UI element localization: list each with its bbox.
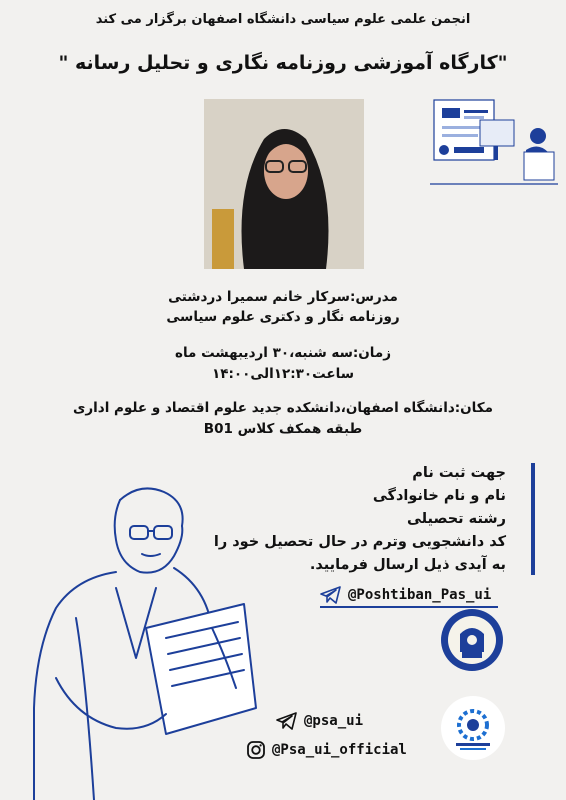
telegram-channel-contact[interactable]	[276, 712, 363, 730]
instagram-icon	[246, 740, 266, 760]
instagram-handle[interactable]: @Psa_ui_official	[272, 742, 407, 758]
telegram-support-contact[interactable]	[320, 586, 491, 604]
instructor-name: مدرس:سرکار خانم سمیرا دردشتی	[168, 289, 398, 305]
registration-accent-bar	[531, 463, 535, 575]
poster-title: "کارگاه آموزشی روزنامه نگاری و تحلیل رسانه "	[58, 52, 508, 74]
registration-line: نام و نام خانوادگی	[372, 488, 506, 504]
event-date: زمان:سه شنبه،۳۰ اردیبهشت ماه	[174, 345, 392, 361]
event-time: ساعت۱۲:۳۰الی۱۴:۰۰	[212, 366, 354, 382]
association-logo	[440, 695, 506, 761]
telegram-icon	[320, 586, 342, 604]
registration-line: رشته تحصیلی	[406, 511, 506, 527]
registration-line: کد دانشجویی وترم در حال تحصیل خود را	[213, 534, 506, 550]
reading-man-illustration	[16, 478, 266, 800]
telegram-channel-handle[interactable]: @psa_ui	[304, 713, 364, 729]
registration-line: جهت ثبت نام	[412, 465, 506, 481]
organizer-line: انجمن علمی علوم سیاسی دانشگاه اصفهان برگزار می کند	[95, 12, 471, 27]
instagram-contact[interactable]	[246, 740, 407, 760]
event-room: طبقه همکف کلاس B01	[203, 421, 363, 437]
event-location: مکان:دانشگاه اصفهان،دانشکده جدید علوم اقتصاد و علوم اداری	[73, 400, 493, 416]
instructor-photo	[204, 99, 364, 269]
telegram-support-handle[interactable]: @Poshtiban_Pas_ui	[348, 587, 492, 603]
registration-line: به آیدی ذیل ارسال فرمایید.	[309, 557, 506, 573]
university-emblem	[440, 608, 504, 672]
instructor-bio: روزنامه نگار و دکتری علوم سیاسی	[166, 309, 400, 325]
telegram-icon	[276, 712, 298, 730]
workspace-illustration	[430, 92, 560, 192]
